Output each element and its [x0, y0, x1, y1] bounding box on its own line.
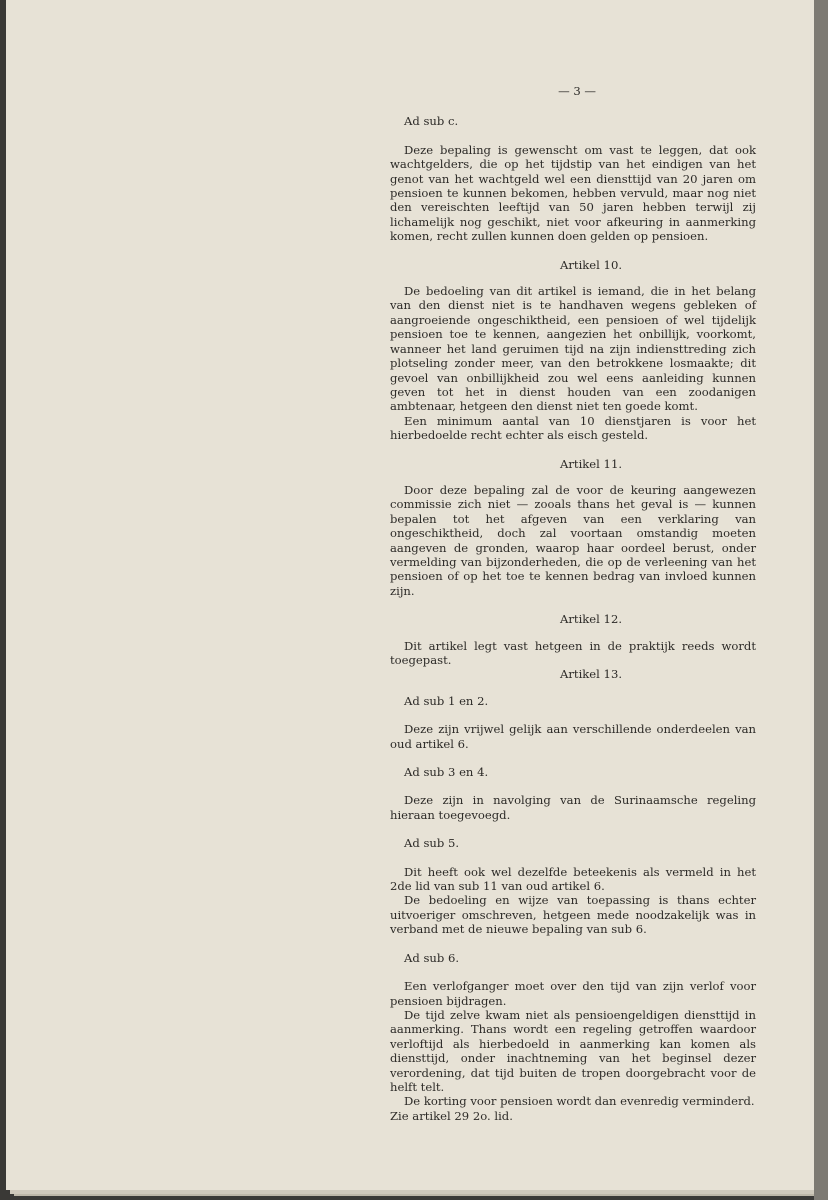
paragraph-text: De bedoeling van dit artikel is iemand, die in het belang van den dienst niet is te handhaven wegens gebleken of aangroeiende ongeschiktheid, een pensioen of wel tijdelijk pensioen toe te kennen, aangezien het onbillijk, voorkomt, wanneer het land geruimen tijd na zijn indiensttreding zich plotseling zonder meer, van den betrokkene losmaakte; dit gevoel van onbillijkheid zou wel eens aanleiding kunnen geven tot het in dienst houden van een zoodanigen ambtenaar, hetgeen den dienst niet ten goede komt. — [390, 284, 756, 414]
paragraph-text: Deze zijn in navolging van de Surinaamsche regeling hieraan toegevoegd. — [390, 793, 756, 822]
scanner-edge — [814, 0, 828, 1200]
paragraph — [390, 865, 756, 937]
subsection-heading: Ad sub 3 en 4. — [404, 765, 489, 780]
article-heading: Artikel 13. — [560, 667, 622, 682]
paragraph-text: Een verlofganger moet over den tijd van zijn verlof voor pensioen bijdragen. — [390, 979, 756, 1008]
paragraph-text: Dit artikel legt vast hetgeen in de praktijk reeds wordt toegepast. — [390, 638, 756, 667]
paragraph-text: Zie artikel 29 2o. lid. — [390, 1108, 513, 1123]
subsection-heading: Ad sub 1 en 2. — [404, 693, 489, 708]
paragraph — [390, 284, 756, 442]
paragraph-text: Door deze bepaling zal de voor de keuring aangewezen commissie zich niet — zooals thans het geval is — kunnen bepalen tot het afgeven van een verklaring van ongeschiktheid, doch zal voortaan omstandig moeten aangeven de gronden, waarop haar oordeel berust, onder vermelding van bijzonderheden, die op de verleening van het pensioen of op het toe te kennen bedrag van invloed kunnen zijn. — [390, 482, 756, 598]
article-heading: Artikel 11. — [560, 456, 622, 471]
paragraph-text: Deze zijn vrijwel gelijk aan verschillende onderdeelen van oud artikel 6. — [390, 722, 756, 751]
paragraph — [390, 979, 756, 1123]
paragraph — [390, 722, 756, 751]
paragraph-text: De korting voor pensioen wordt dan evenredig verminderd. — [404, 1094, 755, 1109]
subsection-heading: Ad sub c. — [404, 114, 459, 129]
paragraph — [390, 793, 756, 822]
paragraph-text: Deze bepaling is gewenscht om vast te leggen, dat ook wachtgelders, die op het tijdstip van het eindigen van het genot van het wachtgeld wel een diensttijd van 20 jaren om pensioen te kunnen bekomen, hebben vervuld, maar nog niet den vereischten leeftijd van 50 jaren hebben terwijl zij lichamelijk nog geschikt, niet voor afkeuring in aanmerking komen, recht zullen kunnen doen gelden op pensioen. — [390, 142, 756, 244]
subsection-heading: Ad sub 6. — [404, 950, 460, 965]
paragraph — [390, 639, 756, 668]
paragraph-text: De tijd zelve kwam niet als pensioengeldigen diensttijd in aanmerking. Thans wordt een regeling getroffen waardoor verloftijd als hierbedoeld in aanmerking kan komen als diensttijd, onder inachtneming van het beginsel dezer verordening, dat tijd buiten de tropen doorgebracht voor de helft telt. — [390, 1007, 756, 1094]
article-heading: Artikel 10. — [560, 257, 622, 272]
paragraph-text: De bedoeling en wijze van toepassing is thans echter uitvoeriger omschreven, hetgeen mede noodzakelijk was in verband met de nieuwe bepaling van sub 6. — [390, 893, 756, 937]
page-text — [390, 84, 756, 1123]
document-body — [390, 114, 756, 1123]
paragraph — [390, 143, 756, 244]
page-number: — 3 — — [558, 84, 596, 98]
document-page — [6, 0, 814, 1190]
article-heading: Artikel 12. — [560, 612, 622, 627]
subsection-heading: Ad sub 5. — [404, 836, 460, 851]
paragraph-text: Dit heeft ook wel dezelfde beteekenis als vermeld in het 2de lid van sub 11 van oud artikel 6. — [390, 864, 756, 894]
paragraph-text: Een minimum aantal van 10 dienstjaren is voor het hierbedoelde recht echter als eisch gesteld. — [390, 413, 756, 443]
paragraph — [390, 483, 756, 598]
